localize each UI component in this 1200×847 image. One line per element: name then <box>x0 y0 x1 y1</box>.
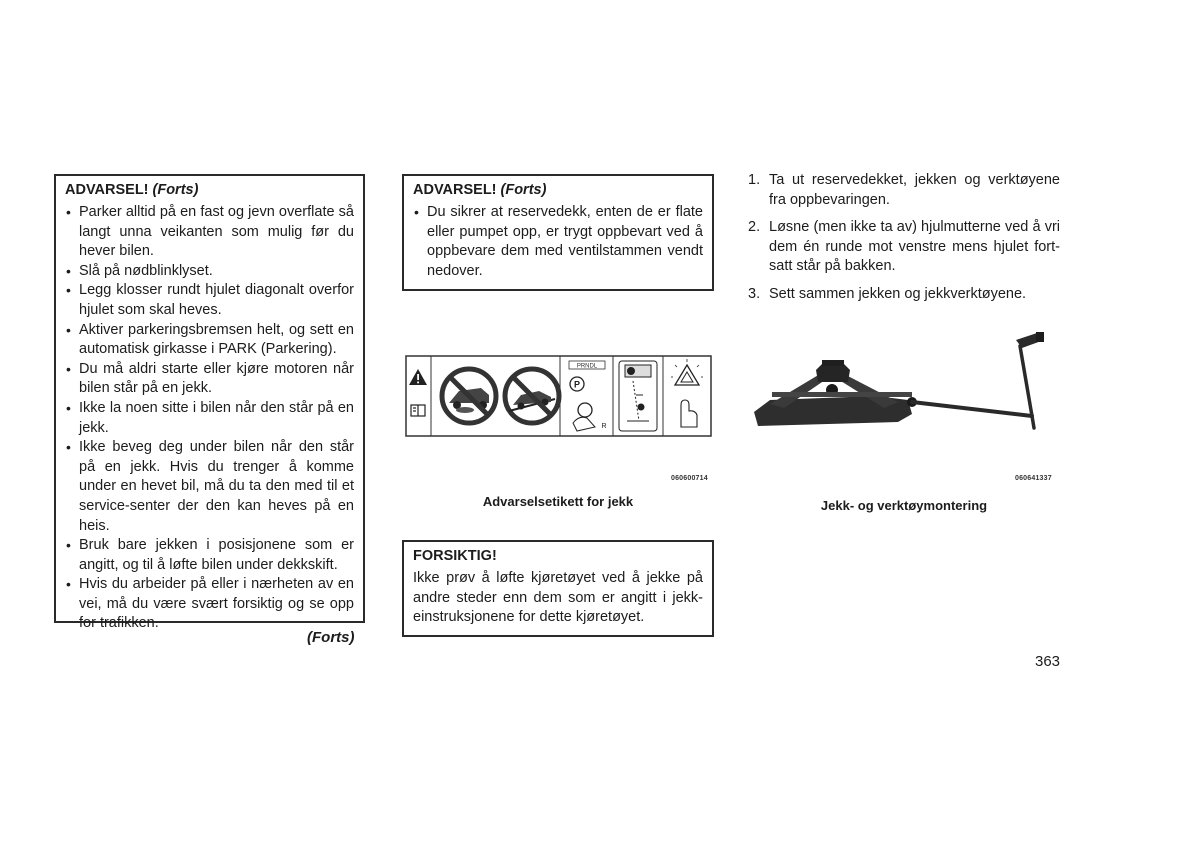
figure-code: 060641337 <box>1015 475 1052 482</box>
step-number: 2. <box>748 219 761 236</box>
warning-item: • Ikke la noen sitte i bilen når den står på en jekk. <box>65 399 354 438</box>
figure-caption: Advarselsetikett for jekk <box>482 494 634 509</box>
reverse-letter: R <box>601 423 607 430</box>
step-number: 3. <box>748 285 761 302</box>
caution-title: FORSIKTIG! <box>413 548 497 564</box>
step-item <box>748 218 1060 277</box>
figure-code: 060600714 <box>671 475 708 482</box>
warning-box-middle <box>402 174 714 291</box>
page-number: 363 <box>1035 653 1061 670</box>
warning-list <box>413 203 703 281</box>
instruction-steps <box>748 171 1060 313</box>
step-text: Sett sammen jekken og jekkverktøyene. <box>769 285 1027 302</box>
warning-item: • Aktiver parkeringsbremsen helt, og sett en automatisk girkasse i PARK (Parkering). <box>65 321 354 360</box>
warning-item: • Du sikrer at reservedekk, enten de er flate eller pumpet opp, er trygt oppbevart ved å oppbevare dem med ventilstammen vendt nedover. <box>413 203 703 281</box>
figure-caption: Jekk- og verktøymontering <box>820 498 988 513</box>
warning-list <box>65 203 354 634</box>
warning-item: • Parker alltid på en fast og jevn overflate så langt unna veikanten som mulig før du hever bilen. <box>65 203 354 262</box>
gear-sequence-text: PRNDL <box>576 363 598 370</box>
warning-item: • Du må aldri starte eller kjøre motoren når bilen står på en jekk. <box>65 360 354 399</box>
park-letter: P <box>573 379 581 390</box>
step-text: Ta ut reservedekket, jekken og verktøyene fra oppbevaringen. <box>769 172 1060 208</box>
jack-assembly-illustration <box>748 330 1060 440</box>
jack-warning-label-illustration <box>405 355 712 437</box>
warning-item: • Legg klosser rundt hjulet diagonalt overfor hjulet som skal heves. <box>65 281 354 320</box>
warning-item: • Ikke beveg deg under bilen når den står på en jekk. Hvis du trenger å komme under en hevet bil, må du ta den med til et service-senter der den kan heves på en heis. <box>65 438 354 536</box>
caution-text: Ikke prøv å løfte kjøretøyet ved å jekke på andre steder enn dem som er angitt i jekk-einstruksjonene for dette kjøretøyet. <box>413 570 703 626</box>
warning-title-suffix: (Forts) <box>152 182 199 198</box>
warning-title-text: ADVARSEL! <box>413 182 497 198</box>
step-item <box>748 171 1060 210</box>
no-person-under-car-icon <box>442 369 496 423</box>
warning-title <box>413 181 703 200</box>
continued-label: (Forts) <box>307 629 355 646</box>
warning-title <box>65 181 354 200</box>
step-text: Løsne (men ikke ta av) hjulmutterne ved å vri dem én runde mot venstre mens hjulet fort-satt står på bakken. <box>769 219 1060 275</box>
warning-title-text: ADVARSEL! <box>65 182 149 198</box>
warning-title-suffix: (Forts) <box>500 182 547 198</box>
warning-box-left <box>54 174 365 632</box>
step-number: 1. <box>748 172 761 188</box>
warning-item: • Slå på nødblinklyset. <box>65 262 354 282</box>
no-jacking-on-slope-icon <box>505 369 559 423</box>
step-item <box>748 285 1060 305</box>
caution-box <box>402 540 714 637</box>
warning-item: • Bruk bare jekken i posisjonene som er angitt, og til å løfte bilen under dekkskift. <box>65 536 354 575</box>
warning-item: • Hvis du arbeider på eller i nærheten av en vei, må du være svært forsiktig og se opp for trafikken. <box>65 575 354 634</box>
